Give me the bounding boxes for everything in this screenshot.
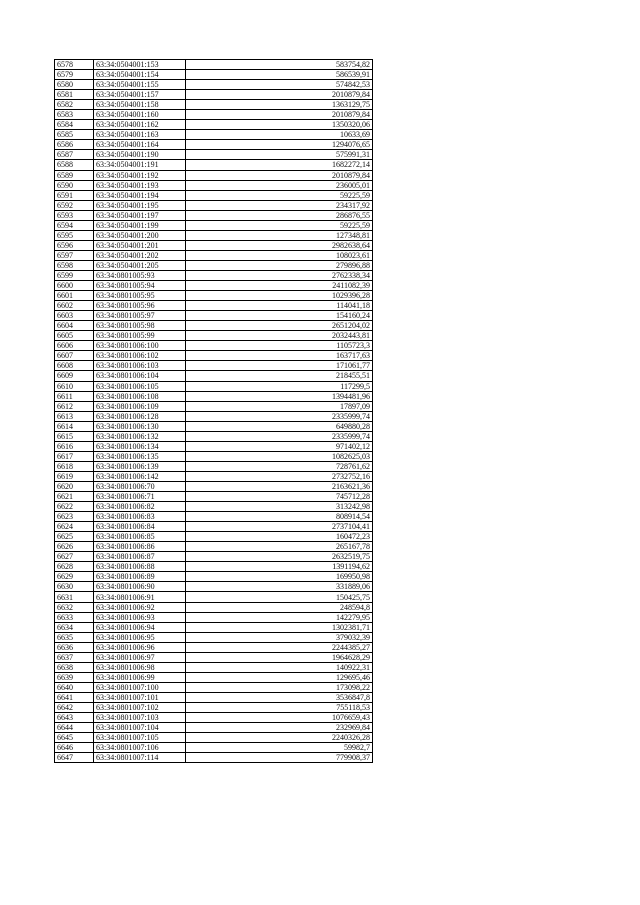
- cadastral-number-cell: 63:34:0504001:164: [94, 140, 186, 150]
- row-number-cell: 6619: [55, 471, 94, 481]
- cadastral-number-cell: 63:34:0801006:88: [94, 562, 186, 572]
- value-cell: 1350320,06: [186, 120, 373, 130]
- cadastral-number-cell: 63:34:0504001:163: [94, 130, 186, 140]
- table-row: [55, 301, 373, 311]
- row-number-cell: 6617: [55, 451, 94, 461]
- table-row: [55, 190, 373, 200]
- row-number-cell: 6608: [55, 361, 94, 371]
- table-row: [55, 140, 373, 150]
- table-row: [55, 733, 373, 743]
- row-number-cell: 6610: [55, 381, 94, 391]
- cadastral-number-cell: 63:34:0801006:139: [94, 461, 186, 471]
- cadastral-number-cell: 63:34:0801005:94: [94, 281, 186, 291]
- cadastral-value-table: [54, 59, 373, 763]
- row-number-cell: 6646: [55, 743, 94, 753]
- table-row: [55, 250, 373, 260]
- value-cell: 1394481,96: [186, 391, 373, 401]
- value-cell: 3536847,8: [186, 692, 373, 702]
- table-row: [55, 652, 373, 662]
- value-cell: 140922,31: [186, 662, 373, 672]
- row-number-cell: 6640: [55, 682, 94, 692]
- row-number-cell: 6618: [55, 461, 94, 471]
- cadastral-number-cell: 63:34:0801006:109: [94, 401, 186, 411]
- row-number-cell: 6585: [55, 130, 94, 140]
- table-row: [55, 70, 373, 80]
- row-number-cell: 6586: [55, 140, 94, 150]
- table-row: [55, 391, 373, 401]
- value-cell: 574842,53: [186, 80, 373, 90]
- cadastral-number-cell: 63:34:0801007:104: [94, 723, 186, 733]
- row-number-cell: 6626: [55, 542, 94, 552]
- table-row: [55, 471, 373, 481]
- row-number-cell: 6613: [55, 411, 94, 421]
- cadastral-number-cell: 63:34:0801006:130: [94, 421, 186, 431]
- row-number-cell: 6647: [55, 753, 94, 763]
- cadastral-number-cell: 63:34:0801006:132: [94, 431, 186, 441]
- value-cell: 2335999,74: [186, 431, 373, 441]
- table-row: [55, 331, 373, 341]
- table-row: [55, 602, 373, 612]
- row-number-cell: 6620: [55, 481, 94, 491]
- cadastral-number-cell: 63:34:0801006:83: [94, 512, 186, 522]
- cadastral-number-cell: 63:34:0504001:201: [94, 240, 186, 250]
- cadastral-number-cell: 63:34:0801006:91: [94, 592, 186, 602]
- cadastral-number-cell: 63:34:0801007:103: [94, 713, 186, 723]
- cadastral-number-cell: 63:34:0801006:103: [94, 361, 186, 371]
- row-number-cell: 6592: [55, 200, 94, 210]
- value-cell: 169950,98: [186, 572, 373, 582]
- cadastral-number-cell: 63:34:0504001:190: [94, 150, 186, 160]
- value-cell: 313242,98: [186, 502, 373, 512]
- value-cell: 265167,78: [186, 542, 373, 552]
- value-cell: 1964628,29: [186, 652, 373, 662]
- table-row: [55, 481, 373, 491]
- row-number-cell: 6638: [55, 662, 94, 672]
- row-number-cell: 6615: [55, 431, 94, 441]
- value-cell: 745712,28: [186, 492, 373, 502]
- cadastral-number-cell: 63:34:0801006:97: [94, 652, 186, 662]
- cadastral-number-cell: 63:34:0801006:128: [94, 411, 186, 421]
- value-cell: 583754,82: [186, 60, 373, 70]
- cadastral-number-cell: 63:34:0801006:85: [94, 532, 186, 542]
- value-cell: 2032443,81: [186, 331, 373, 341]
- cadastral-number-cell: 63:34:0504001:195: [94, 200, 186, 210]
- value-cell: 2762338,34: [186, 270, 373, 280]
- row-number-cell: 6593: [55, 210, 94, 220]
- table-row: [55, 753, 373, 763]
- table-row: [55, 441, 373, 451]
- table-row: [55, 612, 373, 622]
- table-row: [55, 421, 373, 431]
- table-row: [55, 743, 373, 753]
- table-row: [55, 180, 373, 190]
- row-number-cell: 6636: [55, 642, 94, 652]
- row-number-cell: 6641: [55, 692, 94, 702]
- cadastral-number-cell: 63:34:0801007:100: [94, 682, 186, 692]
- table-row: [55, 170, 373, 180]
- cadastral-number-cell: 63:34:0504001:155: [94, 80, 186, 90]
- value-cell: 59225,59: [186, 220, 373, 230]
- value-cell: 173098,22: [186, 682, 373, 692]
- row-number-cell: 6616: [55, 441, 94, 451]
- table-row: [55, 532, 373, 542]
- table-row: [55, 130, 373, 140]
- row-number-cell: 6605: [55, 331, 94, 341]
- row-number-cell: 6587: [55, 150, 94, 160]
- value-cell: 1082625,03: [186, 451, 373, 461]
- cadastral-number-cell: 63:34:0504001:157: [94, 90, 186, 100]
- cadastral-number-cell: 63:34:0801006:92: [94, 602, 186, 612]
- cadastral-number-cell: 63:34:0801006:134: [94, 441, 186, 451]
- cadastral-number-cell: 63:34:0504001:160: [94, 110, 186, 120]
- table-row: [55, 311, 373, 321]
- table-row: [55, 512, 373, 522]
- value-cell: 154160,24: [186, 311, 373, 321]
- value-cell: 160472,23: [186, 532, 373, 542]
- table-row: [55, 703, 373, 713]
- table-row: [55, 291, 373, 301]
- table-row: [55, 220, 373, 230]
- table-row: [55, 502, 373, 512]
- table-row: [55, 552, 373, 562]
- table-row: [55, 672, 373, 682]
- row-number-cell: 6584: [55, 120, 94, 130]
- row-number-cell: 6643: [55, 713, 94, 723]
- table-row: [55, 692, 373, 702]
- row-number-cell: 6599: [55, 270, 94, 280]
- table-row: [55, 110, 373, 120]
- row-number-cell: 6629: [55, 572, 94, 582]
- table-row: [55, 341, 373, 351]
- row-number-cell: 6645: [55, 733, 94, 743]
- cadastral-number-cell: 63:34:0801005:95: [94, 291, 186, 301]
- table-row: [55, 713, 373, 723]
- value-cell: 575991,31: [186, 150, 373, 160]
- value-cell: 2732752,16: [186, 471, 373, 481]
- value-cell: 127348,81: [186, 230, 373, 240]
- row-number-cell: 6630: [55, 582, 94, 592]
- row-number-cell: 6583: [55, 110, 94, 120]
- cadastral-number-cell: 63:34:0801005:98: [94, 321, 186, 331]
- cadastral-number-cell: 63:34:0801007:101: [94, 692, 186, 702]
- value-cell: 2982638,64: [186, 240, 373, 250]
- cadastral-number-cell: 63:34:0504001:194: [94, 190, 186, 200]
- table-row: [55, 381, 373, 391]
- value-cell: 2163621,36: [186, 481, 373, 491]
- cadastral-number-cell: 63:34:0801006:102: [94, 351, 186, 361]
- value-cell: 10633,69: [186, 130, 373, 140]
- row-number-cell: 6623: [55, 512, 94, 522]
- value-cell: 1682272,14: [186, 160, 373, 170]
- table-row: [55, 150, 373, 160]
- row-number-cell: 6594: [55, 220, 94, 230]
- table-row: [55, 200, 373, 210]
- row-number-cell: 6612: [55, 401, 94, 411]
- cadastral-number-cell: 63:34:0504001:193: [94, 180, 186, 190]
- row-number-cell: 6600: [55, 281, 94, 291]
- value-cell: 114041,18: [186, 301, 373, 311]
- row-number-cell: 6591: [55, 190, 94, 200]
- value-cell: 171061,77: [186, 361, 373, 371]
- value-cell: 2632519,75: [186, 552, 373, 562]
- value-cell: 142279,95: [186, 612, 373, 622]
- row-number-cell: 6590: [55, 180, 94, 190]
- row-number-cell: 6609: [55, 371, 94, 381]
- value-cell: 379032,39: [186, 632, 373, 642]
- cadastral-number-cell: 63:34:0801006:70: [94, 481, 186, 491]
- row-number-cell: 6637: [55, 652, 94, 662]
- value-cell: 1302381,71: [186, 622, 373, 632]
- row-number-cell: 6582: [55, 100, 94, 110]
- cadastral-number-cell: 63:34:0801006:96: [94, 642, 186, 652]
- row-number-cell: 6607: [55, 351, 94, 361]
- value-cell: 2244385,27: [186, 642, 373, 652]
- row-number-cell: 6606: [55, 341, 94, 351]
- table-row: [55, 461, 373, 471]
- value-cell: 2240326,28: [186, 733, 373, 743]
- table-row: [55, 401, 373, 411]
- cadastral-number-cell: 63:34:0801006:108: [94, 391, 186, 401]
- cadastral-number-cell: 63:34:0801006:100: [94, 341, 186, 351]
- table-row: [55, 321, 373, 331]
- value-cell: 728761,62: [186, 461, 373, 471]
- cadastral-number-cell: 63:34:0801007:102: [94, 703, 186, 713]
- cadastral-number-cell: 63:34:0504001:197: [94, 210, 186, 220]
- value-cell: 2010879,84: [186, 170, 373, 180]
- table-row: [55, 240, 373, 250]
- value-cell: 108023,61: [186, 250, 373, 260]
- cadastral-number-cell: 63:34:0801006:95: [94, 632, 186, 642]
- value-cell: 1076659,43: [186, 713, 373, 723]
- table-row: [55, 90, 373, 100]
- cadastral-number-cell: 63:34:0801007:105: [94, 733, 186, 743]
- row-number-cell: 6632: [55, 602, 94, 612]
- row-number-cell: 6627: [55, 552, 94, 562]
- cadastral-number-cell: 63:34:0801006:135: [94, 451, 186, 461]
- row-number-cell: 6604: [55, 321, 94, 331]
- table-row: [55, 642, 373, 652]
- row-number-cell: 6622: [55, 502, 94, 512]
- cadastral-number-cell: 63:34:0504001:153: [94, 60, 186, 70]
- table-row: [55, 431, 373, 441]
- table-row: [55, 210, 373, 220]
- row-number-cell: 6625: [55, 532, 94, 542]
- row-number-cell: 6588: [55, 160, 94, 170]
- value-cell: 150425,75: [186, 592, 373, 602]
- cadastral-number-cell: 63:34:0801006:94: [94, 622, 186, 632]
- row-number-cell: 6578: [55, 60, 94, 70]
- cadastral-number-cell: 63:34:0504001:199: [94, 220, 186, 230]
- value-cell: 2737104,41: [186, 522, 373, 532]
- cadastral-number-cell: 63:34:0801006:89: [94, 572, 186, 582]
- row-number-cell: 6614: [55, 421, 94, 431]
- cadastral-number-cell: 63:34:0801006:82: [94, 502, 186, 512]
- value-cell: 129695,46: [186, 672, 373, 682]
- table-row: [55, 662, 373, 672]
- value-cell: 1105723,3: [186, 341, 373, 351]
- table-row: [55, 562, 373, 572]
- cadastral-number-cell: 63:34:0801006:71: [94, 492, 186, 502]
- cadastral-number-cell: 63:34:0801006:99: [94, 672, 186, 682]
- cadastral-number-cell: 63:34:0801006:84: [94, 522, 186, 532]
- cadastral-number-cell: 63:34:0801006:90: [94, 582, 186, 592]
- table-row: [55, 622, 373, 632]
- value-cell: 2651204,02: [186, 321, 373, 331]
- table-row: [55, 160, 373, 170]
- row-number-cell: 6642: [55, 703, 94, 713]
- cadastral-number-cell: 63:34:0801007:114: [94, 753, 186, 763]
- table-row: [55, 351, 373, 361]
- table-row: [55, 371, 373, 381]
- value-cell: 234317,92: [186, 200, 373, 210]
- row-number-cell: 6631: [55, 592, 94, 602]
- table-row: [55, 582, 373, 592]
- row-number-cell: 6597: [55, 250, 94, 260]
- table-row: [55, 592, 373, 602]
- row-number-cell: 6628: [55, 562, 94, 572]
- row-number-cell: 6644: [55, 723, 94, 733]
- value-cell: 649880,28: [186, 421, 373, 431]
- value-cell: 971402,12: [186, 441, 373, 451]
- cadastral-number-cell: 63:34:0504001:154: [94, 70, 186, 80]
- row-number-cell: 6635: [55, 632, 94, 642]
- cadastral-number-cell: 63:34:0801006:87: [94, 552, 186, 562]
- row-number-cell: 6581: [55, 90, 94, 100]
- value-cell: 286876,55: [186, 210, 373, 220]
- cadastral-number-cell: 63:34:0504001:191: [94, 160, 186, 170]
- cadastral-number-cell: 63:34:0801005:96: [94, 301, 186, 311]
- row-number-cell: 6601: [55, 291, 94, 301]
- cadastral-number-cell: 63:34:0504001:192: [94, 170, 186, 180]
- table-row: [55, 632, 373, 642]
- cadastral-number-cell: 63:34:0801006:105: [94, 381, 186, 391]
- value-cell: 59225,59: [186, 190, 373, 200]
- cadastral-number-cell: 63:34:0801005:97: [94, 311, 186, 321]
- table-row: [55, 492, 373, 502]
- row-number-cell: 6580: [55, 80, 94, 90]
- table-body: [55, 60, 373, 763]
- table-row: [55, 522, 373, 532]
- value-cell: 236005,01: [186, 180, 373, 190]
- table-row: [55, 542, 373, 552]
- value-cell: 1029396,28: [186, 291, 373, 301]
- value-cell: 232969,84: [186, 723, 373, 733]
- value-cell: 1294076,65: [186, 140, 373, 150]
- cadastral-number-cell: 63:34:0801005:99: [94, 331, 186, 341]
- row-number-cell: 6596: [55, 240, 94, 250]
- value-cell: 2010879,84: [186, 90, 373, 100]
- cadastral-number-cell: 63:34:0801006:142: [94, 471, 186, 481]
- row-number-cell: 6639: [55, 672, 94, 682]
- cadastral-number-cell: 63:34:0504001:162: [94, 120, 186, 130]
- table-row: [55, 260, 373, 270]
- value-cell: 2411082,39: [186, 281, 373, 291]
- value-cell: 755118,53: [186, 703, 373, 713]
- cadastral-number-cell: 63:34:0801005:93: [94, 270, 186, 280]
- value-cell: 1391194,62: [186, 562, 373, 572]
- value-cell: 586539,91: [186, 70, 373, 80]
- cadastral-number-cell: 63:34:0801006:98: [94, 662, 186, 672]
- table-row: [55, 100, 373, 110]
- row-number-cell: 6598: [55, 260, 94, 270]
- value-cell: 59982,7: [186, 743, 373, 753]
- table-row: [55, 80, 373, 90]
- cadastral-number-cell: 63:34:0801006:93: [94, 612, 186, 622]
- row-number-cell: 6624: [55, 522, 94, 532]
- table-row: [55, 572, 373, 582]
- table-row: [55, 281, 373, 291]
- row-number-cell: 6634: [55, 622, 94, 632]
- cadastral-number-cell: 63:34:0504001:158: [94, 100, 186, 110]
- row-number-cell: 6579: [55, 70, 94, 80]
- cadastral-number-cell: 63:34:0801006:104: [94, 371, 186, 381]
- value-cell: 248594,8: [186, 602, 373, 612]
- value-cell: 331889,06: [186, 582, 373, 592]
- cadastral-number-cell: 63:34:0504001:202: [94, 250, 186, 260]
- table-row: [55, 60, 373, 70]
- value-cell: 2010879,84: [186, 110, 373, 120]
- value-cell: 808914,54: [186, 512, 373, 522]
- cadastral-number-cell: 63:34:0801006:86: [94, 542, 186, 552]
- value-cell: 1363129,75: [186, 100, 373, 110]
- value-cell: 279896,88: [186, 260, 373, 270]
- table-row: [55, 682, 373, 692]
- row-number-cell: 6603: [55, 311, 94, 321]
- value-cell: 218455,51: [186, 371, 373, 381]
- cadastral-number-cell: 63:34:0504001:200: [94, 230, 186, 240]
- value-cell: 163717,63: [186, 351, 373, 361]
- row-number-cell: 6621: [55, 492, 94, 502]
- value-cell: 779908,37: [186, 753, 373, 763]
- table-row: [55, 270, 373, 280]
- value-cell: 2335999,74: [186, 411, 373, 421]
- row-number-cell: 6595: [55, 230, 94, 240]
- row-number-cell: 6611: [55, 391, 94, 401]
- value-cell: 117299,5: [186, 381, 373, 391]
- table-row: [55, 230, 373, 240]
- table-row: [55, 411, 373, 421]
- table-row: [55, 451, 373, 461]
- cadastral-number-cell: 63:34:0504001:205: [94, 260, 186, 270]
- table-row: [55, 723, 373, 733]
- value-cell: 17897,09: [186, 401, 373, 411]
- row-number-cell: 6633: [55, 612, 94, 622]
- table-row: [55, 361, 373, 371]
- row-number-cell: 6602: [55, 301, 94, 311]
- table-row: [55, 120, 373, 130]
- cadastral-number-cell: 63:34:0801007:106: [94, 743, 186, 753]
- row-number-cell: 6589: [55, 170, 94, 180]
